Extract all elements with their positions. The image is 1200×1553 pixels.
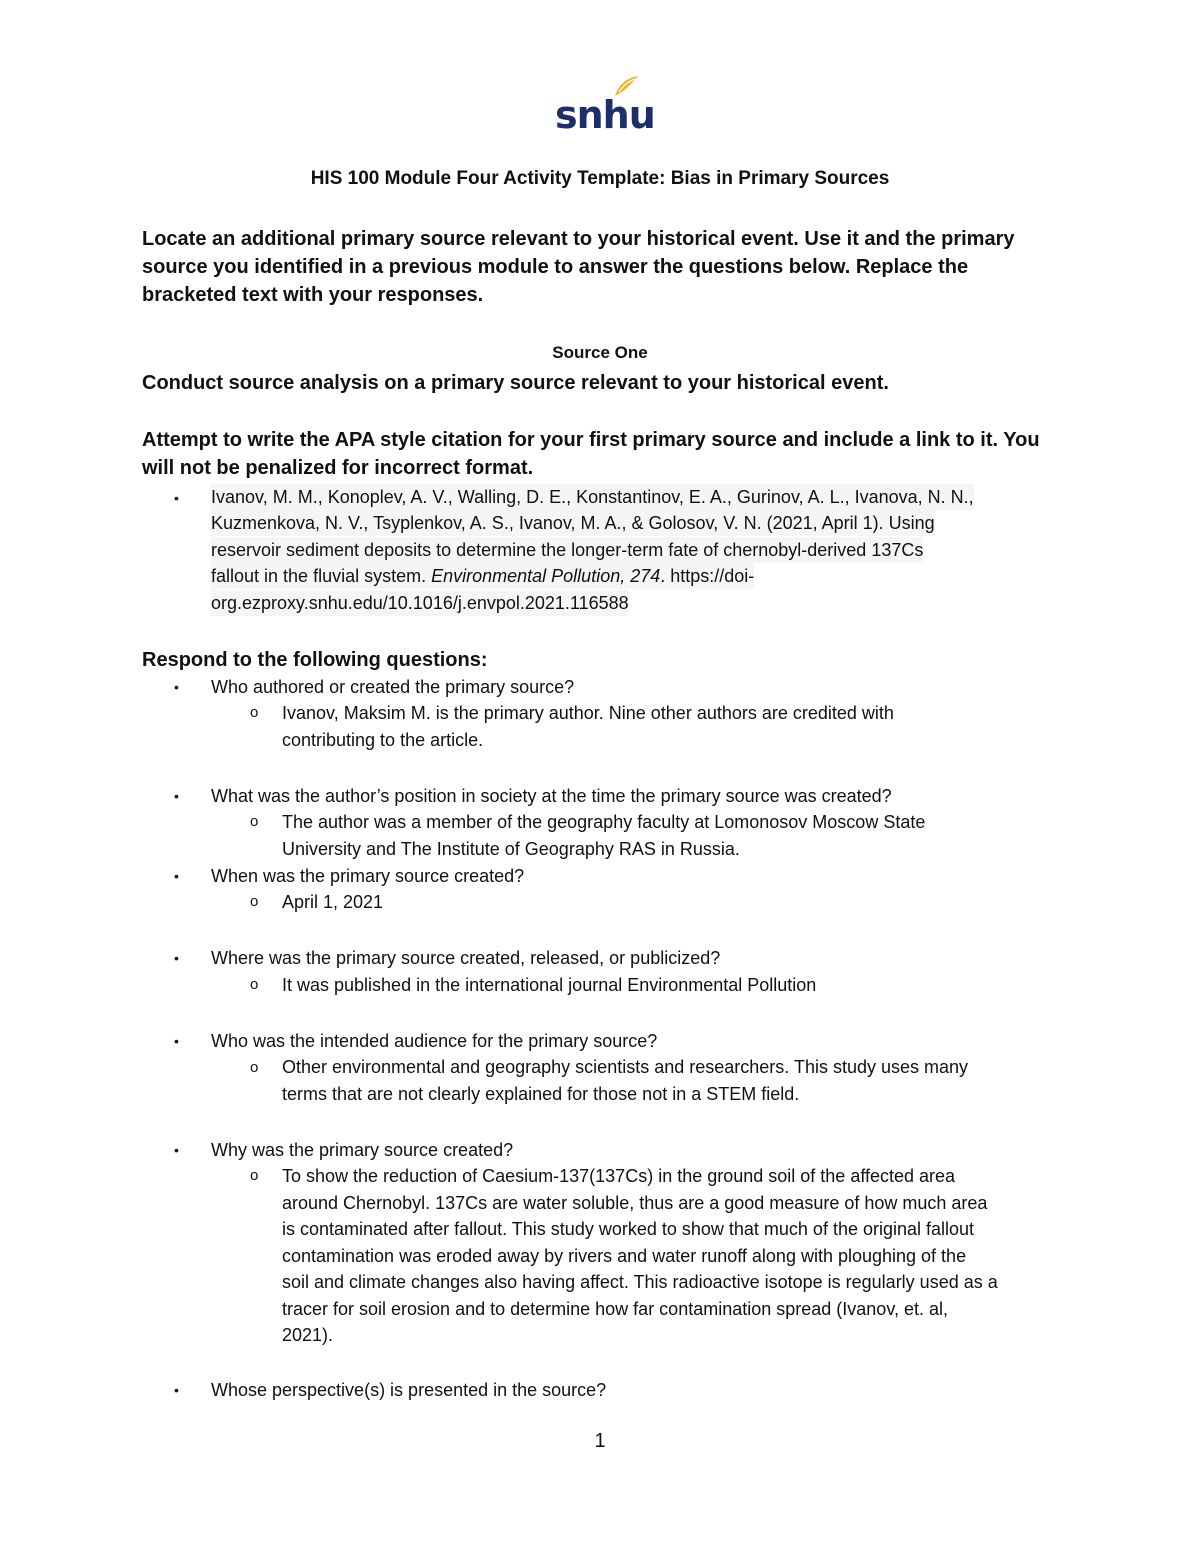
bullet: • <box>174 490 179 506</box>
source-subheading: Conduct source analysis on a primary source relevant to your historical event. <box>142 372 889 394</box>
answer-6-line-1: To show the reduction of Caesium-137(137Cs) in the ground soil of the affected area <box>282 1166 956 1186</box>
answer-6-line-7: 2021). <box>282 1325 334 1345</box>
citation-prompt-line-1: Attempt to write the APA style citation for your first primary source and include a link to it. You <box>142 429 1040 451</box>
question-1: Who authored or created the primary source? <box>211 677 575 697</box>
answer-1-line-2: contributing to the article. <box>282 730 484 750</box>
page-number: 1 <box>594 1430 606 1452</box>
citation-line-3: reservoir sediment deposits to determine the longer-term fate of chernobyl-derived 137Cs <box>211 537 923 563</box>
answer-2-line-1: The author was a member of the geography faculty at Lomonosov Moscow State <box>282 812 926 832</box>
citation-line-1: Ivanov, M. M., Konoplev, A. V., Walling, D. E., Konstantinov, E. A., Gurinov, A. L., Ivanova, N. N., <box>211 484 974 510</box>
citation-link[interactable]: org.ezproxy.snhu.edu/10.1016/j.envpol.2021.116588 <box>211 590 629 616</box>
sub-bullet: o <box>250 893 259 910</box>
bullet: • <box>174 1142 179 1158</box>
answer-5-line-1: Other environmental and geography scientists and researchers. This study uses many <box>282 1057 969 1077</box>
sub-bullet: o <box>250 813 259 830</box>
sub-bullet: o <box>250 1059 259 1076</box>
question-5: Who was the intended audience for the primary source? <box>211 1031 658 1051</box>
bullet: • <box>174 868 179 884</box>
question-3: When was the primary source created? <box>211 866 525 886</box>
sub-bullet: o <box>250 976 259 993</box>
snhu-logo <box>555 74 655 137</box>
bullet: • <box>174 679 179 695</box>
sub-bullet: o <box>250 1167 259 1184</box>
citation-prompt-line-2: will not be penalized for incorrect format. <box>142 457 534 479</box>
answer-2-line-2: University and The Institute of Geography RAS in Russia. <box>282 839 740 859</box>
question-7: Whose perspective(s) is presented in the source? <box>211 1380 607 1400</box>
instructions-line-3: bracketed text with your responses. <box>142 284 484 306</box>
bullet: • <box>174 1382 179 1398</box>
answer-6-line-6: tracer for soil erosion and to determine how far contamination spread (Ivanov, et. al, <box>282 1299 949 1319</box>
instructions-line-2: source you identified in a previous module to answer the questions below. Replace the <box>142 256 969 278</box>
question-2: What was the author’s position in society at the time the primary source was created? <box>211 786 892 806</box>
citation-line-2: Kuzmenkova, N. V., Tsyplenkov, A. S., Ivanov, M. A., & Golosov, V. N. (2021, April 1). Using <box>211 510 935 536</box>
answer-1-line-1: Ivanov, Maksim M. is the primary author. Nine other authors are credited with <box>282 703 894 723</box>
respond-heading: Respond to the following questions: <box>142 649 488 671</box>
sub-bullet: o <box>250 704 259 721</box>
bullet: • <box>174 950 179 966</box>
question-6: Why was the primary source created? <box>211 1140 514 1160</box>
answer-4-line-1: It was published in the international journal Environmental Pollution <box>282 975 817 995</box>
answer-6-line-3: is contaminated after fallout. This study worked to show that much of the original fallout <box>282 1219 975 1239</box>
source-heading: Source One <box>552 343 648 362</box>
answer-3-line-1: April 1, 2021 <box>282 892 384 912</box>
answer-6-line-2: around Chernobyl. 137Cs are water soluble, thus are a good measure of how much area <box>282 1193 988 1213</box>
bullet: • <box>174 788 179 804</box>
bullet: • <box>174 1033 179 1049</box>
citation-line-4: fallout in the fluvial system. Environmental Pollution, 274. https://doi- <box>211 563 754 589</box>
answer-6-line-5: soil and climate changes also having affect. This radioactive isotope is regularly used as a <box>282 1272 998 1292</box>
answer-6-line-4: contamination was eroded away by rivers and water runoff along with ploughing of the <box>282 1246 967 1266</box>
logo-text: snhu <box>555 93 655 137</box>
page-title: HIS 100 Module Four Activity Template: Bias in Primary Sources <box>310 168 890 189</box>
instructions-line-1: Locate an additional primary source relevant to your historical event. Use it and the primary <box>142 228 1015 250</box>
answer-5-line-2: terms that are not clearly explained for those not in a STEM field. <box>282 1084 800 1104</box>
question-4: Where was the primary source created, released, or publicized? <box>211 948 721 968</box>
